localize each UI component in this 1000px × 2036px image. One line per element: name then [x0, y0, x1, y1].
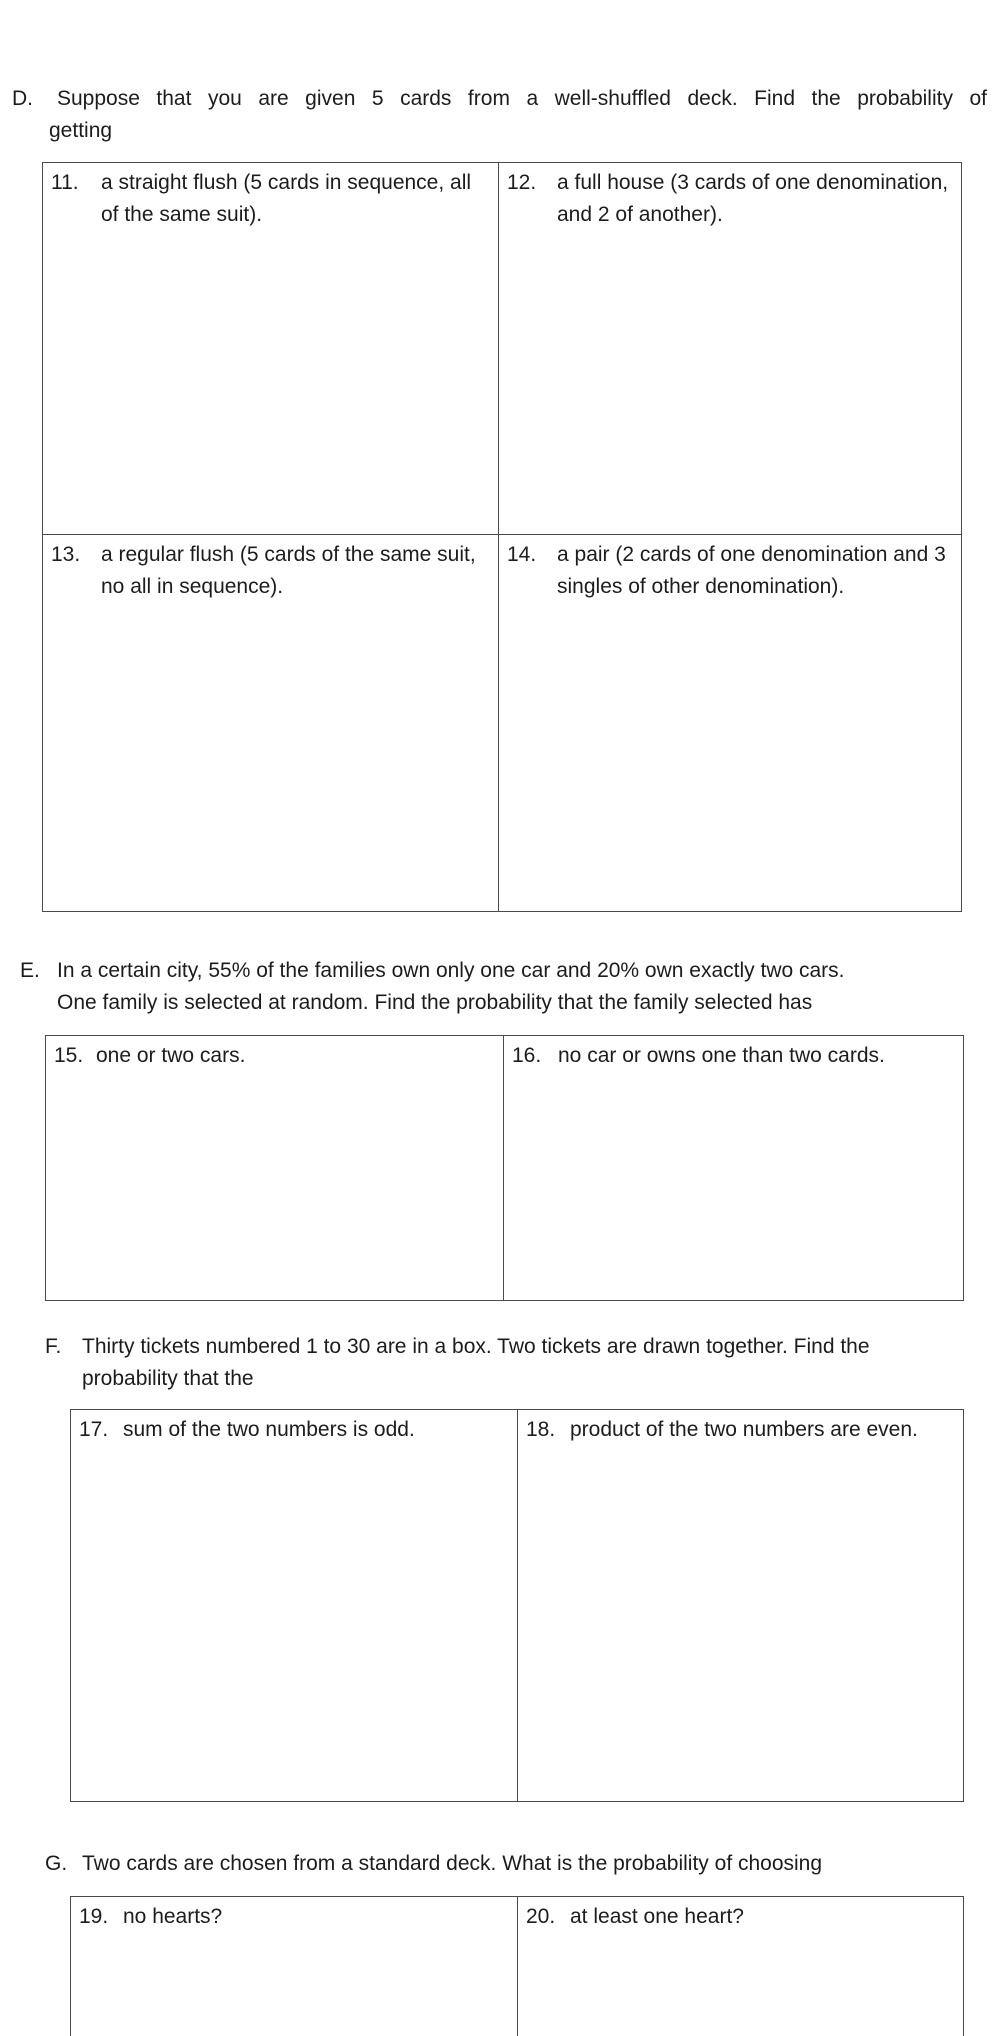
question-text-12: a full house (3 cards of one denomination, and 2 of another). — [557, 171, 949, 226]
question-cell-20[interactable] — [518, 1897, 963, 2036]
question-cell-16[interactable] — [504, 1036, 963, 1300]
question-number-19: 19. — [79, 1905, 109, 1928]
question-cell-13[interactable] — [43, 535, 499, 911]
section-d-letter: D. — [12, 87, 33, 110]
question-text-14: a pair (2 cards of one denomination and 3 singles of other denomination). — [557, 543, 946, 598]
question-number-11: 11. — [51, 171, 79, 194]
question-cell-11[interactable] — [43, 163, 499, 535]
section-g-letter: G. — [45, 1852, 68, 1875]
section-d-prompt-line1: Suppose that you are given 5 cards from a well-shuffled deck. Find the probability of — [57, 87, 987, 110]
section-d-prompt-line2: getting — [49, 119, 113, 142]
question-number-20: 20. — [526, 1905, 556, 1928]
question-text-17: sum of the two numbers is odd. — [123, 1418, 415, 1441]
section-e-answer-table — [45, 1035, 964, 1301]
section-e-letter: E. — [20, 959, 40, 982]
question-text-16: no car or owns one than two cards. — [558, 1044, 885, 1067]
question-text-20: at least one heart? — [570, 1905, 744, 1928]
question-number-13: 13. — [51, 543, 81, 566]
question-text-11: a straight flush (5 cards in sequence, all of the same suit). — [101, 171, 472, 226]
question-cell-14[interactable] — [499, 535, 961, 911]
question-number-15: 15. — [54, 1044, 84, 1067]
section-d-answer-table — [42, 162, 962, 912]
section-f-prompt-line2: probability that the — [82, 1367, 254, 1390]
section-g-heading — [45, 1848, 975, 1880]
section-g-prompt-line1: Two cards are chosen from a standard deck. What is the probability of choosing — [82, 1852, 823, 1875]
section-e-heading — [20, 955, 980, 1019]
section-f-heading — [45, 1331, 975, 1395]
section-f-letter: F. — [45, 1335, 62, 1358]
section-f-answer-table — [70, 1409, 964, 1802]
question-cell-17[interactable] — [71, 1410, 518, 1801]
question-text-15: one or two cars. — [96, 1044, 246, 1067]
section-e-prompt-line2: One family is selected at random. Find the probability that the family selected has — [57, 991, 813, 1014]
question-number-14: 14. — [507, 543, 537, 566]
question-text-19: no hearts? — [123, 1905, 223, 1928]
section-d-heading — [12, 83, 987, 147]
question-cell-19[interactable] — [71, 1897, 518, 2036]
question-cell-15[interactable] — [46, 1036, 504, 1300]
question-text-18: product of the two numbers are even. — [570, 1418, 918, 1441]
section-f-prompt-line1: Thirty tickets numbered 1 to 30 are in a box. Two tickets are drawn together. Find the — [82, 1335, 870, 1358]
section-g-answer-table — [70, 1896, 964, 2036]
section-e-prompt-line1: In a certain city, 55% of the families own only one car and 20% own exactly two cars. — [57, 959, 845, 982]
question-number-18: 18. — [526, 1418, 556, 1441]
question-number-17: 17. — [79, 1418, 109, 1441]
question-cell-12[interactable] — [499, 163, 961, 535]
question-text-13: a regular flush (5 cards of the same suit, no all in sequence). — [101, 543, 476, 598]
question-number-12: 12. — [507, 171, 537, 194]
question-cell-18[interactable] — [518, 1410, 963, 1801]
question-number-16: 16. — [512, 1044, 542, 1067]
